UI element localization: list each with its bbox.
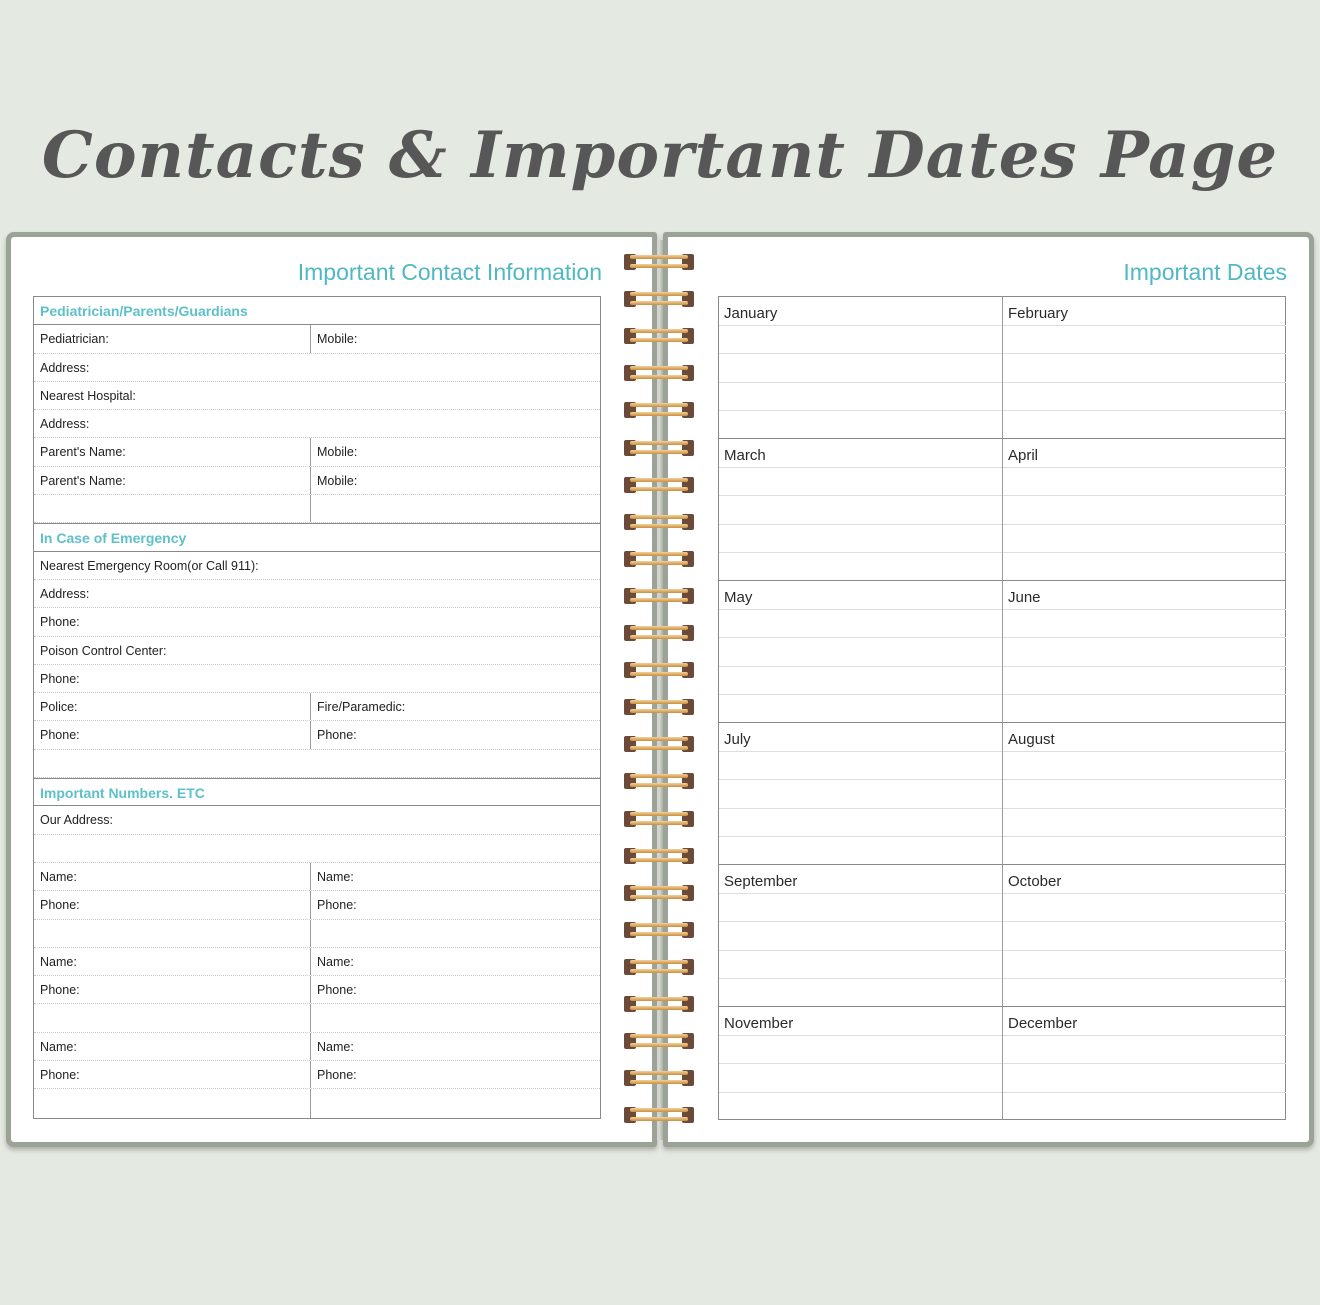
poison-phone-field[interactable]: Phone: (40, 671, 80, 686)
writing-line (1003, 524, 1286, 525)
spiral-ring (622, 252, 696, 272)
form-row (34, 608, 600, 636)
ring-wire (630, 923, 688, 927)
blank-field[interactable] (310, 1089, 602, 1117)
month-label: June (1008, 589, 1041, 606)
ring-wire (630, 515, 688, 519)
writing-line (1003, 1092, 1286, 1093)
spiral-ring (622, 549, 696, 569)
writing-line (719, 694, 1002, 695)
section-header (34, 778, 600, 806)
month-label: February (1008, 305, 1069, 322)
contact-name-field[interactable]: Name: (40, 954, 77, 969)
writing-line (719, 467, 1002, 468)
pediatrician-mobile-field[interactable]: Mobile: (310, 325, 602, 352)
spiral-ring (622, 846, 696, 866)
ring-wire (630, 895, 688, 899)
spiral-ring (622, 363, 696, 383)
contact-name-field[interactable]: Name: (40, 1039, 77, 1054)
form-row (34, 806, 600, 834)
section-title-emergency: In Case of Emergency (40, 530, 187, 547)
writing-line (719, 1035, 1002, 1036)
nearest-er-field[interactable]: Nearest Emergency Room(or Call 911): (40, 558, 259, 573)
ring-wire (630, 1117, 688, 1121)
left-page (6, 232, 657, 1147)
form-row (34, 750, 600, 778)
writing-line (1003, 410, 1286, 411)
spiral-ring (622, 623, 696, 643)
ring-wire (630, 932, 688, 936)
poison-control-field[interactable]: Poison Control Center: (40, 643, 167, 658)
parent-name-field[interactable]: Parent's Name: (40, 445, 126, 460)
writing-line (1003, 978, 1286, 979)
writing-line (719, 836, 1002, 837)
contact-name-field[interactable]: Name: (310, 863, 602, 890)
spiral-ring (622, 1068, 696, 1088)
writing-line (1003, 637, 1286, 638)
important-dates-heading: Important Dates (1123, 259, 1287, 285)
writing-line (1003, 1063, 1286, 1064)
writing-line (719, 495, 1002, 496)
form-row (34, 467, 600, 495)
contact-phone-field[interactable]: Phone: (310, 976, 602, 1003)
blank-field[interactable] (34, 750, 602, 777)
writing-line (1003, 950, 1286, 951)
writing-line (719, 609, 1002, 610)
month-label: April (1008, 447, 1039, 464)
contact-phone-field[interactable]: Phone: (40, 983, 80, 998)
form-row (34, 1004, 600, 1032)
fire-paramedic-field[interactable]: Fire/Paramedic: (310, 693, 602, 720)
ring-wire (630, 1043, 688, 1047)
ring-wire (630, 960, 688, 964)
ring-wire (630, 487, 688, 491)
ring-wire (630, 997, 688, 1001)
ring-wire (630, 264, 688, 268)
writing-line (1003, 325, 1286, 326)
ring-wire (630, 292, 688, 296)
right-page (663, 232, 1314, 1147)
month-label: October (1008, 873, 1062, 890)
parent-mobile-field[interactable]: Mobile: (310, 467, 602, 494)
month-cell-april[interactable] (1003, 439, 1286, 580)
ring-wire (630, 737, 688, 741)
spiral-ring (622, 586, 696, 606)
ring-wire (630, 1071, 688, 1075)
spiral-ring (622, 1105, 696, 1125)
ring-wire (630, 598, 688, 602)
ring-wire (630, 774, 688, 778)
dates-grid (718, 296, 1286, 1120)
writing-line (719, 1063, 1002, 1064)
writing-line (719, 524, 1002, 525)
ring-wire (630, 849, 688, 853)
form-row (34, 1033, 600, 1061)
writing-line (1003, 666, 1286, 667)
pediatrician-address-field[interactable]: Address: (40, 360, 90, 375)
writing-line (719, 808, 1002, 809)
form-row (34, 325, 600, 353)
contact-phone-field[interactable]: Phone: (310, 1061, 602, 1088)
form-row (34, 1089, 600, 1117)
month-row (719, 439, 1285, 581)
spiral-ring (622, 734, 696, 754)
month-row (719, 1007, 1285, 1119)
spiral-ring (622, 771, 696, 791)
contact-name-field[interactable]: Name: (310, 948, 602, 975)
ring-wire (630, 663, 688, 667)
form-row (34, 948, 600, 976)
form-row (34, 637, 600, 665)
page-title: Contacts & Important Dates Page (41, 118, 1279, 193)
er-phone-field[interactable]: Phone: (40, 615, 80, 630)
month-row (719, 723, 1285, 865)
ring-wire (630, 589, 688, 593)
contact-info-heading: Important Contact Information (297, 259, 602, 285)
blank-field[interactable] (34, 835, 602, 862)
month-cell-august[interactable] (1003, 723, 1286, 864)
ring-wire (630, 301, 688, 305)
month-cell-october[interactable] (1003, 865, 1286, 1006)
writing-line (719, 751, 1002, 752)
writing-line (1003, 836, 1286, 837)
ring-wire (630, 441, 688, 445)
writing-line (1003, 779, 1286, 780)
our-address-field[interactable]: Our Address: (40, 813, 113, 828)
month-row (719, 581, 1285, 723)
ring-wire (630, 403, 688, 407)
ring-wire (630, 886, 688, 890)
spiral-ring (622, 438, 696, 458)
ring-wire (630, 375, 688, 379)
spiral-ring (622, 994, 696, 1014)
writing-line (1003, 921, 1286, 922)
month-cell-july[interactable] (719, 723, 1003, 864)
spiral-ring (622, 697, 696, 717)
spiral-ring (622, 475, 696, 495)
ring-wire (630, 255, 688, 259)
month-label: December (1008, 1015, 1078, 1032)
spiral-ring (622, 809, 696, 829)
parent-name-field[interactable]: Parent's Name: (40, 473, 126, 488)
ring-wire (630, 709, 688, 713)
writing-line (719, 666, 1002, 667)
form-row (34, 835, 600, 863)
form-row (34, 354, 600, 382)
hospital-address-field[interactable]: Address: (40, 417, 90, 432)
writing-line (1003, 893, 1286, 894)
ring-wire (630, 1006, 688, 1010)
writing-line (1003, 751, 1286, 752)
writing-line (719, 382, 1002, 383)
ring-wire (630, 812, 688, 816)
form-row (34, 976, 600, 1004)
ring-wire (630, 478, 688, 482)
month-label: November (724, 1015, 794, 1032)
section-title-numbers: Important Numbers. ETC (40, 785, 205, 802)
ring-wire (630, 561, 688, 565)
ring-wire (630, 783, 688, 787)
spiral-ring (622, 1031, 696, 1051)
month-cell-june[interactable] (1003, 581, 1286, 722)
ring-wire (630, 1108, 688, 1112)
ring-wire (630, 1034, 688, 1038)
ring-wire (630, 635, 688, 639)
writing-line (719, 950, 1002, 951)
writing-line (1003, 552, 1286, 553)
blank-field[interactable] (310, 495, 602, 522)
ring-wire (630, 746, 688, 750)
ring-wire (630, 626, 688, 630)
writing-line (1003, 382, 1286, 383)
form-row (34, 552, 600, 580)
month-label: August (1008, 731, 1055, 748)
writing-line (1003, 495, 1286, 496)
writing-line (719, 637, 1002, 638)
month-label: January (724, 305, 778, 322)
form-row (34, 863, 600, 891)
blank-field[interactable] (34, 920, 310, 947)
contact-phone-field[interactable]: Phone: (310, 891, 602, 918)
writing-line (1003, 609, 1286, 610)
writing-line (719, 552, 1002, 553)
form-row (34, 721, 600, 749)
form-row (34, 495, 600, 523)
form-row (34, 920, 600, 948)
police-field[interactable]: Police: (40, 700, 78, 715)
ring-wire (630, 672, 688, 676)
form-row (34, 1061, 600, 1089)
spiral-ring (622, 289, 696, 309)
month-cell-january[interactable] (719, 297, 1003, 438)
contact-phone-field[interactable]: Phone: (40, 1068, 80, 1083)
contact-name-field[interactable]: Name: (310, 1033, 602, 1060)
month-label: May (724, 589, 753, 606)
form-row (34, 580, 600, 608)
ring-wire (630, 366, 688, 370)
form-row (34, 891, 600, 919)
writing-line (719, 978, 1002, 979)
blank-field[interactable] (310, 920, 602, 947)
blank-field[interactable] (34, 495, 310, 522)
writing-line (1003, 353, 1286, 354)
er-address-field[interactable]: Address: (40, 586, 90, 601)
form-row (34, 438, 600, 466)
parent-mobile-field[interactable]: Mobile: (310, 438, 602, 465)
writing-line (719, 921, 1002, 922)
writing-line (719, 325, 1002, 326)
police-phone-field[interactable]: Phone: (40, 728, 80, 743)
month-label: March (724, 447, 766, 464)
form-row (34, 665, 600, 693)
month-cell-december[interactable] (1003, 1007, 1286, 1119)
writing-line (719, 1092, 1002, 1093)
month-cell-february[interactable] (1003, 297, 1286, 438)
month-row (719, 297, 1285, 439)
writing-line (1003, 694, 1286, 695)
spiral-ring (622, 512, 696, 532)
writing-line (719, 893, 1002, 894)
ring-wire (630, 338, 688, 342)
spiral-ring (622, 660, 696, 680)
contact-phone-field[interactable]: Phone: (40, 898, 80, 913)
month-cell-november[interactable] (719, 1007, 1003, 1119)
blank-field[interactable] (310, 1004, 602, 1031)
ring-wire (630, 329, 688, 333)
month-row (719, 865, 1285, 1007)
ring-wire (630, 700, 688, 704)
month-cell-may[interactable] (719, 581, 1003, 722)
writing-line (719, 410, 1002, 411)
spiral-ring (622, 883, 696, 903)
ring-wire (630, 969, 688, 973)
section-header (34, 523, 600, 551)
form-row (34, 382, 600, 410)
ring-wire (630, 412, 688, 416)
ring-wire (630, 524, 688, 528)
month-label: September (724, 873, 798, 890)
spiral-ring (622, 957, 696, 977)
fire-phone-field[interactable]: Phone: (310, 721, 602, 748)
spiral-ring (622, 326, 696, 346)
contact-form (33, 296, 601, 1119)
ring-wire (630, 821, 688, 825)
form-row (34, 410, 600, 438)
ring-wire (630, 858, 688, 862)
section-title-pediatric: Pediatrician/Parents/Guardians (40, 303, 248, 319)
ring-wire (630, 450, 688, 454)
form-row (34, 693, 600, 721)
ring-wire (630, 552, 688, 556)
spiral-ring (622, 400, 696, 420)
blank-field[interactable] (34, 1089, 310, 1117)
spiral-ring (622, 920, 696, 940)
writing-line (719, 353, 1002, 354)
pediatrician-field[interactable]: Pediatrician: (40, 332, 109, 347)
month-cell-september[interactable] (719, 865, 1003, 1006)
month-label: July (724, 731, 751, 748)
writing-line (1003, 1035, 1286, 1036)
month-cell-march[interactable] (719, 439, 1003, 580)
contact-name-field[interactable]: Name: (40, 869, 77, 884)
section-header (34, 297, 600, 325)
writing-line (1003, 808, 1286, 809)
nearest-hospital-field[interactable]: Nearest Hospital: (40, 388, 136, 403)
writing-line (719, 779, 1002, 780)
ring-wire (630, 1080, 688, 1084)
writing-line (1003, 467, 1286, 468)
blank-field[interactable] (34, 1004, 310, 1031)
